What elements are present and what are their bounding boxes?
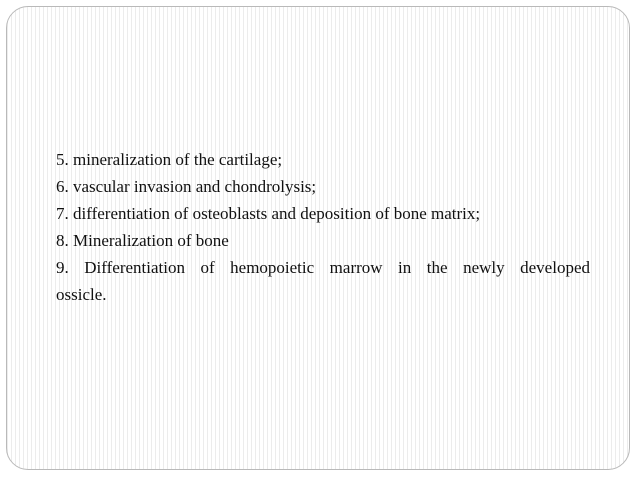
list-item-9-continuation: ossicle. bbox=[56, 285, 107, 304]
list-item-9: 9. Differentiation of hemopoietic marrow in the newly developed bbox=[56, 258, 590, 277]
list-item-5: 5. mineralization of the cartilage; bbox=[56, 150, 283, 169]
slide-body-text bbox=[56, 146, 590, 308]
list-item-6: 6. vascular invasion and chondrolysis; bbox=[56, 177, 317, 196]
list-item-7: 7. differentiation of osteoblasts and deposition of bone matrix; bbox=[56, 204, 481, 223]
list-item-8: 8. Mineralization of bone bbox=[56, 231, 229, 250]
